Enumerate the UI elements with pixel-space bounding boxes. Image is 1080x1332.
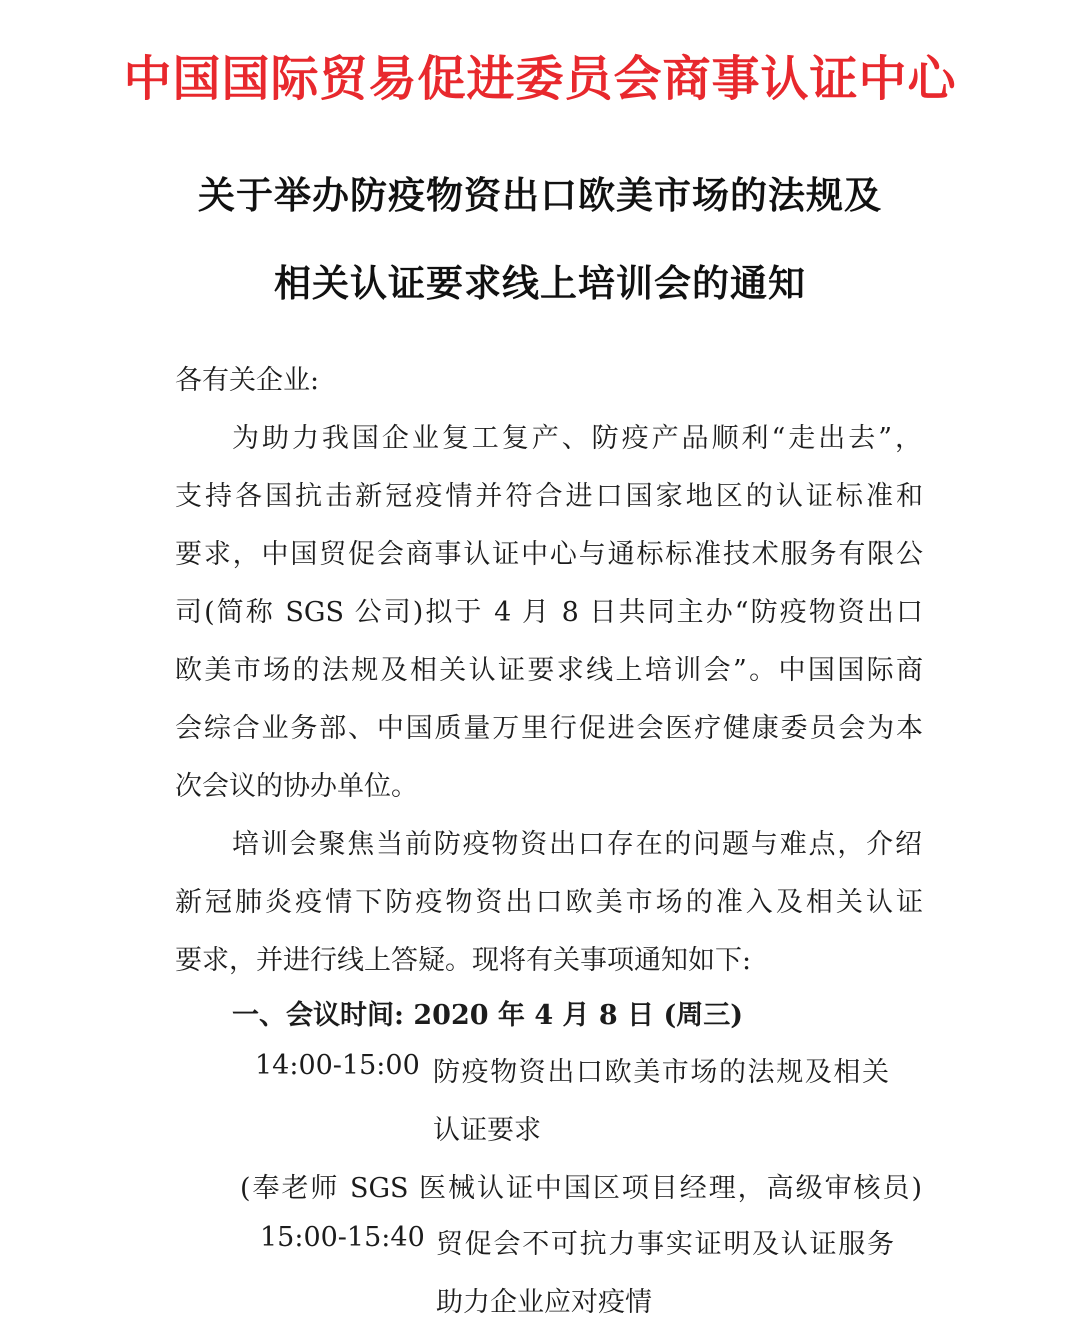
salutation: 各有关企业: bbox=[175, 365, 320, 396]
schedule-time: 15:00-15:40 bbox=[260, 1222, 425, 1253]
paragraph-2-line: 要求，并进行线上答疑。现将有关事项通知如下: bbox=[175, 945, 752, 976]
paragraph-1-line: 支持各国抗击新冠疫情并符合进口国家地区的认证标准和 bbox=[175, 481, 923, 512]
paragraph-2-line: 新冠肺炎疫情下防疫物资出口欧美市场的准入及相关认证 bbox=[175, 887, 923, 918]
paragraph-1-line: 次会议的协办单位。 bbox=[175, 771, 418, 802]
organization-header: 中国国际贸易促进委员会商事认证中心 bbox=[123, 51, 957, 107]
paragraph-1-line: 司(简称 SGS 公司)拟于 4 月 8 日共同主办“防疫物资出口 bbox=[175, 597, 923, 628]
notice-title-line-1: 关于举办防疫物资出口欧美市场的法规及 bbox=[198, 173, 882, 217]
schedule-topic: 贸促会不可抗力事实证明及认证服务 bbox=[436, 1229, 894, 1260]
schedule-speaker: (奉老师 SGS 医械认证中国区项目经理，高级审核员) bbox=[240, 1173, 922, 1204]
schedule-time: 14:00-15:00 bbox=[255, 1050, 420, 1081]
paragraph-1-line: 欧美市场的法规及相关认证要求线上培训会”。中国国际商 bbox=[175, 655, 923, 686]
section-1-heading: 一、会议时间: 2020 年 4 月 8 日 (周三) bbox=[232, 1000, 744, 1031]
schedule-topic: 防疫物资出口欧美市场的法规及相关 bbox=[433, 1057, 889, 1088]
paragraph-1-line: 会综合业务部、中国质量万里行促进会医疗健康委员会为本 bbox=[175, 713, 923, 744]
schedule-topic: 助力企业应对疫情 bbox=[436, 1287, 652, 1318]
schedule-topic: 认证要求 bbox=[433, 1115, 541, 1146]
paragraph-1-line: 为助力我国企业复工复产、防疫产品顺利“走出去”， bbox=[232, 423, 922, 454]
notice-title-line-2: 相关认证要求线上培训会的通知 bbox=[274, 261, 806, 305]
paragraph-1-line: 要求，中国贸促会商事认证中心与通标标准技术服务有限公 bbox=[175, 539, 923, 570]
paragraph-2-line: 培训会聚焦当前防疫物资出口存在的问题与难点，介绍 bbox=[232, 829, 922, 860]
